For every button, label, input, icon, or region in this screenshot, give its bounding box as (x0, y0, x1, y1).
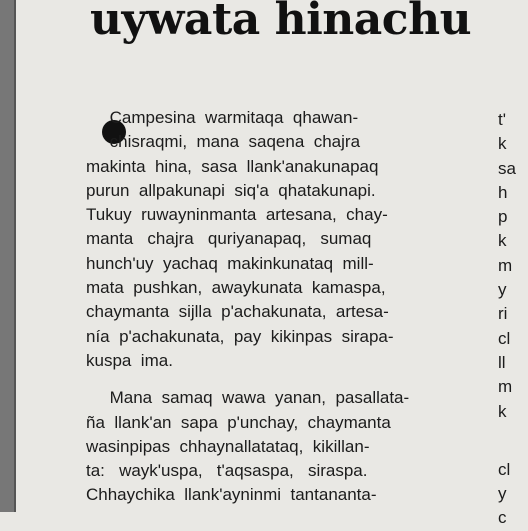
text-line: chisraqmi, mana saqena chajra (86, 132, 361, 152)
text-line: hunch'uy yachaq makinkunataq mill- (86, 253, 374, 273)
text-line: manta chajra quriyanapaq, sumaq (86, 229, 372, 249)
column-fragment-line: cl (498, 459, 511, 479)
article-body (86, 106, 482, 508)
text-line: purun allpakunapi siq'a qhatakunapi. (86, 180, 376, 200)
column-fragment-line: k (498, 231, 507, 251)
text-line: chaymanta sijlla p'achakunata, artesa- (86, 302, 389, 322)
paragraph-1 (86, 106, 482, 373)
column-fragment-line: p (498, 207, 508, 227)
column-fragment-line: m (498, 377, 513, 397)
text-line: kuspa ima. (86, 350, 173, 370)
column-fragment-line: h (498, 182, 508, 202)
column-fragment-line: y (498, 484, 507, 504)
text-line: Chhaychika llank'ayninmi tantananta- (86, 485, 377, 505)
headline: uywata hinachu (90, 0, 472, 45)
text-line: Campesina warmitaqa qhawan- (86, 108, 359, 127)
text-line: makinta hina, sasa llank'anakunapaq (86, 156, 379, 176)
column-fragment-line: ri (498, 304, 508, 324)
column-fragment-line: k (498, 134, 507, 154)
column-fragment-line: cl (498, 328, 511, 348)
column-fragment-line: t' (498, 110, 506, 129)
column-fragment-line: ll (498, 352, 506, 372)
text-line: ña llank'an sapa p'unchay, chaymanta (86, 412, 391, 432)
next-column-top (498, 108, 528, 424)
text-line: nía p'achakunata, pay kikinpas sirapa- (86, 326, 394, 346)
text-line: wasinpipas chhaynallatataq, kikillan- (86, 436, 370, 456)
text-line: mata pushkan, awaykunata kamaspa, (86, 278, 386, 298)
page-edge-shadow (0, 0, 16, 512)
next-column-fragment (498, 108, 528, 531)
column-fragment-line: sa (498, 158, 516, 178)
text-line: Tukuy ruwayninmanta artesana, chay- (86, 205, 388, 225)
text-line: ta: wayk'uspa, t'aqsaspa, siraspa. (86, 461, 368, 481)
column-fragment-line: c (498, 508, 507, 528)
text-line: Mana samaq wawa yanan, pasallata- (86, 388, 410, 408)
column-fragment-line: m (498, 255, 513, 275)
column-fragment-line: y (498, 280, 507, 300)
column-fragment-line: k (498, 401, 507, 421)
paragraph-2 (86, 386, 482, 507)
next-column-bottom (498, 458, 528, 531)
